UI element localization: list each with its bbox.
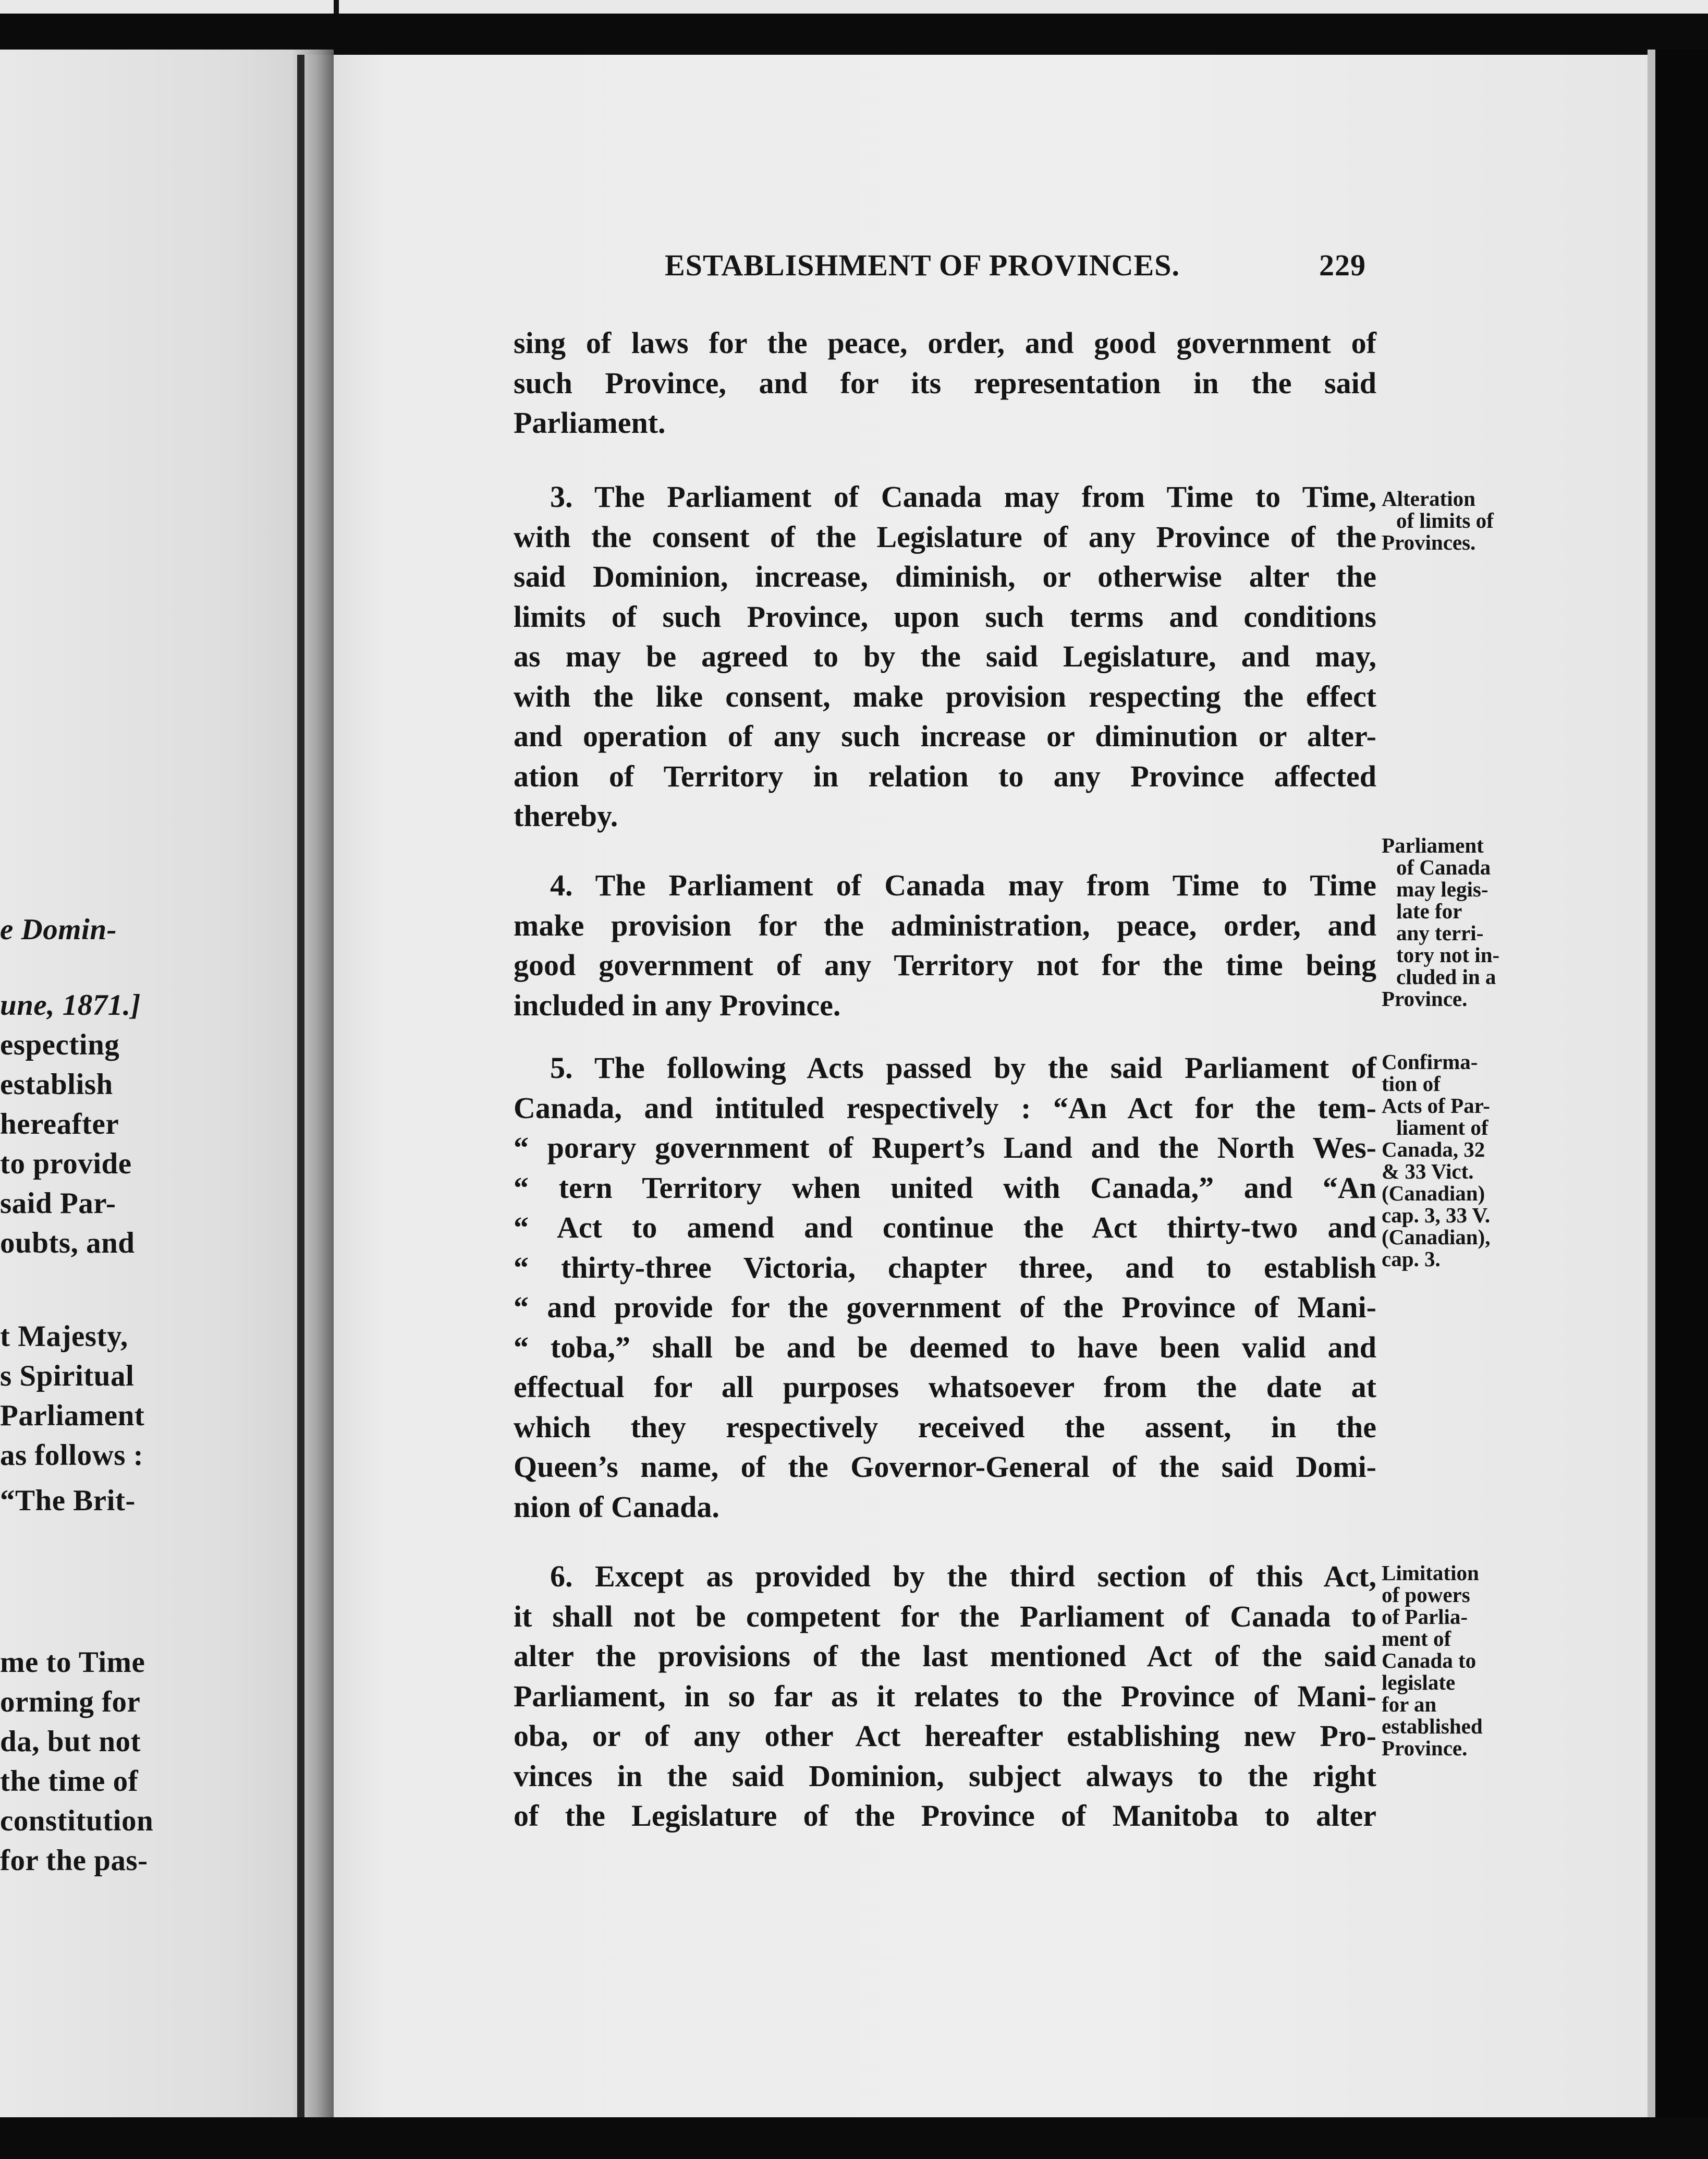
text-line: make provision for the administration, peace, order, and	[514, 908, 1376, 942]
facing-line: especting	[0, 1028, 120, 1061]
frame-gap	[334, 0, 339, 14]
note-line: Acts of Par-	[1382, 1094, 1490, 1118]
text-line: effectual for all purposes whatsoever from the date at	[514, 1370, 1376, 1404]
note-line: may legis-	[1396, 877, 1489, 901]
note-line: Confirma-	[1382, 1050, 1478, 1074]
text-line: “ thirty-three Victoria, chapter three, and to establish	[514, 1250, 1376, 1284]
running-header	[665, 248, 1366, 289]
note-line: tion of	[1382, 1072, 1441, 1096]
note-line: cluded in a	[1396, 965, 1496, 989]
note-line: established	[1382, 1714, 1483, 1738]
text-line: “ toba,” shall be and be deemed to have been valid and	[514, 1330, 1376, 1364]
facing-page-text-enact	[0, 1317, 334, 1475]
note-line: of powers	[1382, 1583, 1470, 1607]
adjacent-frame-strip	[0, 0, 1708, 14]
facing-line: oubts, and	[0, 1227, 135, 1259]
facing-page	[0, 50, 334, 2117]
note-line: tory not in-	[1396, 943, 1500, 967]
note-line: Parliament	[1382, 833, 1484, 857]
text-line: Canada, and intituled respectively : “An Act for the tem-	[514, 1090, 1376, 1125]
text-line: included in any Province.	[514, 988, 841, 1022]
paragraph-continuation	[514, 323, 1376, 443]
section-5	[514, 1048, 1376, 1527]
facing-line: for the pas-	[0, 1844, 148, 1877]
note-line: (Canadian),	[1382, 1225, 1491, 1249]
text-line: “ tern Territory when united with Canada,” and “An	[514, 1170, 1376, 1205]
note-line: liament of	[1396, 1115, 1489, 1139]
text-line: oba, or of any other Act hereafter establishing new Pro-	[514, 1719, 1376, 1753]
facing-line: orming for	[0, 1685, 141, 1718]
note-line: for an	[1382, 1692, 1437, 1716]
section-4	[514, 866, 1376, 1025]
facing-page-text-top	[0, 910, 334, 950]
facing-page-text-bottom	[0, 1643, 334, 1881]
note-line: of Parlia-	[1382, 1605, 1468, 1629]
text-line: Parliament, in so far as it relates to the Province of Mani-	[514, 1679, 1376, 1713]
section-3	[514, 477, 1376, 836]
text-line: limits of such Province, upon such terms and conditions	[514, 599, 1376, 634]
note-line: Province.	[1382, 987, 1468, 1011]
section-6	[514, 1557, 1376, 1836]
text-line: it shall not be competent for the Parliament of Canada to	[514, 1599, 1376, 1633]
facing-line: as follows :	[0, 1439, 144, 1472]
scan-border-right	[1655, 50, 1708, 2117]
note-line: of Canada	[1396, 855, 1491, 879]
page-fold-shadow	[292, 50, 334, 2117]
facing-line: une, 1871.]	[0, 989, 141, 1022]
text-line: ation of Territory in relation to any Province affected	[514, 759, 1376, 793]
note-line: of limits of	[1396, 508, 1494, 532]
margin-note-section-4	[1382, 834, 1538, 1010]
text-line: nion of Canada.	[514, 1489, 719, 1524]
text-line: 4. The Parliament of Canada may from Time to Time	[550, 868, 1376, 902]
facing-page-text-block	[0, 986, 334, 1263]
text-line: “ and provide for the government of the Province of Mani-	[514, 1290, 1376, 1324]
text-line: good government of any Territory not for the time being	[514, 948, 1376, 982]
text-line: 3. The Parliament of Canada may from Time to Time,	[550, 480, 1376, 514]
text-line: and operation of any such increase or diminution or alter-	[514, 719, 1376, 753]
text-line: thereby.	[514, 799, 618, 833]
text-line: Queen’s name, of the Governor-General of the said Domi-	[514, 1450, 1376, 1484]
text-line: vinces in the said Dominion, subject always to the right	[514, 1758, 1376, 1793]
text-line: said Dominion, increase, diminish, or otherwise alter the	[514, 560, 1376, 593]
facing-line: establish	[0, 1068, 113, 1101]
note-line: ment of	[1382, 1627, 1451, 1651]
note-line: legislate	[1382, 1670, 1456, 1694]
text-line: 6. Except as provided by the third section of this Act,	[550, 1559, 1376, 1593]
note-line: Province.	[1382, 1736, 1468, 1760]
margin-note-section-6	[1382, 1562, 1538, 1759]
note-line: Canada to	[1382, 1648, 1477, 1672]
text-line: alter the provisions of the last mentioned Act of the said	[514, 1639, 1376, 1673]
page-number: 229	[1319, 248, 1366, 282]
margin-note-section-5	[1382, 1051, 1538, 1270]
facing-line: Parliament	[0, 1399, 145, 1432]
facing-line: s Spiritual	[0, 1360, 135, 1392]
facing-line: me to Time	[0, 1646, 145, 1679]
text-line: “ Act to amend and continue the Act thirty-two and	[514, 1210, 1376, 1244]
facing-line: the time of	[0, 1765, 139, 1798]
note-line: & 33 Vict.	[1382, 1159, 1474, 1183]
note-line: late for	[1396, 899, 1462, 923]
margin-note-section-3	[1382, 488, 1538, 553]
facing-line: t Majesty,	[0, 1320, 128, 1353]
text-line: with the consent of the Legislature of any Province of the	[514, 519, 1376, 554]
facing-line: said Par-	[0, 1187, 116, 1220]
note-line: Provinces.	[1382, 530, 1476, 554]
text-line: with the like consent, make provision respecting the effect	[514, 679, 1376, 713]
note-line: Limitation	[1382, 1561, 1479, 1585]
facing-line: constitution	[0, 1804, 154, 1837]
facing-line: da, but not	[0, 1725, 141, 1758]
text-line: such Province, and for its representation in the said	[514, 366, 1376, 400]
note-line: any terri-	[1396, 921, 1484, 945]
facing-page-text-brit	[0, 1481, 334, 1521]
text-line: of the Legislature of the Province of Manitoba to alter	[514, 1799, 1376, 1833]
facing-line: “The Brit-	[0, 1484, 136, 1517]
note-line: Canada, 32	[1382, 1137, 1485, 1161]
text-line: sing of laws for the peace, order, and good government of	[514, 326, 1376, 360]
text-line: “ porary government of Rupert’s Land and the North Wes-	[514, 1131, 1376, 1165]
note-line: (Canadian)	[1382, 1181, 1485, 1205]
text-line: 5. The following Acts passed by the said Parliament of	[550, 1051, 1376, 1085]
scan-border-bottom	[0, 2117, 1708, 2159]
note-line: Alteration	[1382, 487, 1475, 511]
facing-line: e Domin-	[0, 913, 117, 946]
facing-line: to provide	[0, 1147, 132, 1180]
text-line: Parliament.	[514, 406, 666, 440]
note-line: cap. 3, 33 V.	[1382, 1203, 1491, 1227]
text-line: which they respectively received the assent, in the	[514, 1410, 1376, 1444]
note-line: cap. 3.	[1382, 1247, 1441, 1271]
running-title: ESTABLISHMENT OF PROVINCES.	[665, 248, 1180, 282]
text-line: as may be agreed to by the said Legislature, and may,	[514, 639, 1376, 673]
facing-line: hereafter	[0, 1108, 119, 1141]
